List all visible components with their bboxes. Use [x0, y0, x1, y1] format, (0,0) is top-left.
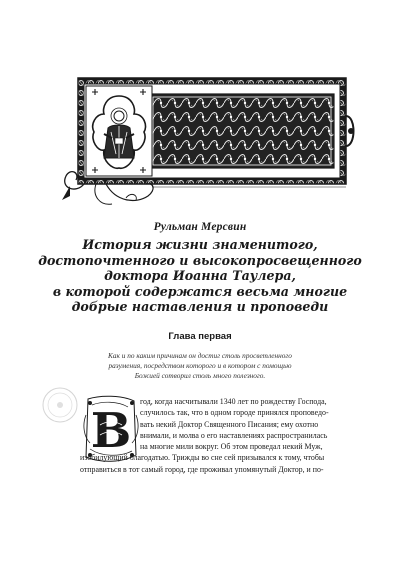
title-line: в которой содержатся весьма многие: [52, 283, 348, 299]
author-name: Рульман Мерсвин: [153, 221, 247, 233]
body-line: внимали, и молва о его наставлениях распространилась: [140, 430, 328, 440]
summary-line: Как и по каким причинам он достиг столь просветленного: [108, 351, 292, 360]
title-line: добрые наставления и проповеди: [71, 299, 329, 314]
drop-cap-letter: В: [90, 403, 132, 459]
body-line: на многие мили вокруг. Об этом проведал некий Муж,: [140, 442, 323, 452]
ornamental-header: [56, 68, 356, 208]
margin-seal: [40, 385, 80, 425]
chapter-body: [80, 396, 340, 475]
book-title: [36, 237, 364, 315]
body-line: вать некий Доктор Священного Писания; ему охотно: [140, 419, 319, 429]
title-line: доктора Иоанна Таулера,: [104, 268, 296, 283]
summary-line: Божией сотворил столь много полезного.: [134, 371, 266, 380]
summary-line: разумения, посредством которого и в котором с помощью: [108, 361, 292, 370]
title-line: История жизни знаменитого,: [82, 237, 318, 252]
body-line: изобилующий благодатью. Трижды во сне сей призывался к тому, чтобы: [80, 453, 325, 463]
chapter-heading: Глава первая: [168, 331, 232, 342]
body-line: случилось так, что в одном городе принялся проповедо-: [140, 408, 329, 418]
body-line: отправиться в тот самый город, где проживал упомянутый Доктор, и по-: [80, 464, 324, 474]
chapter-summary: [80, 351, 320, 381]
title-line: достопочтенного и высокопросвещенного: [38, 252, 362, 268]
body-line: год, когда насчитывали 1340 лет по рождеству Господа,: [140, 397, 327, 406]
